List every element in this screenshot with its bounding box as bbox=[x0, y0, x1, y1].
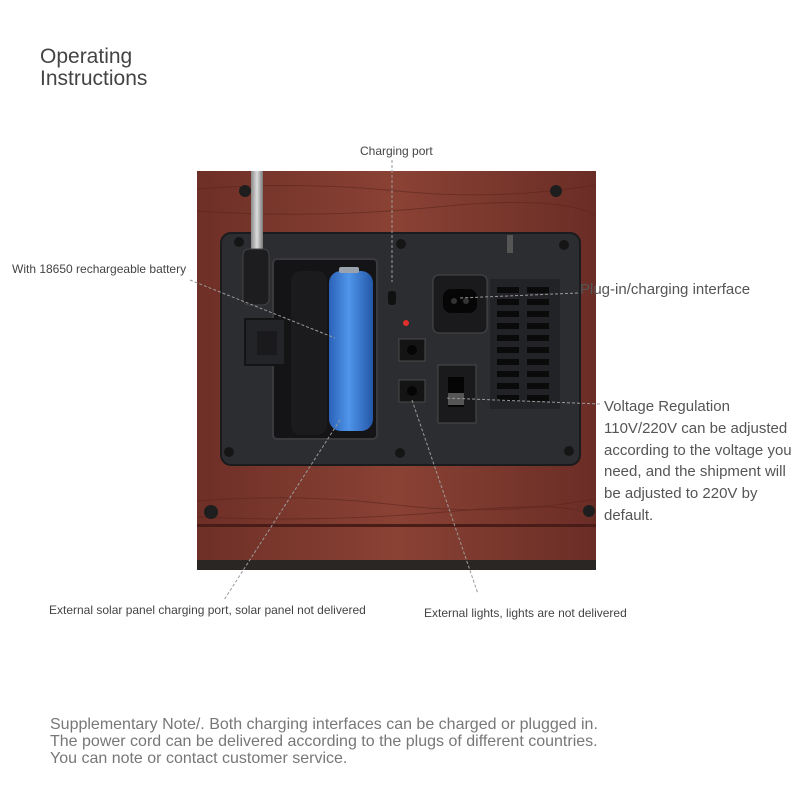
solar-port-label: External solar panel charging port, solar panel not delivered bbox=[49, 603, 366, 617]
plug-in-interface-label: Plug-in/charging interface bbox=[580, 281, 751, 298]
voltage-regulation-label: Voltage Regulation 110V/220V can be adjusted according to the voltage you need, and the shipment will be adjusted to 220V by default. bbox=[604, 398, 792, 524]
charging-port-label: Charging port bbox=[360, 144, 433, 158]
external-lights-label: External lights, lights are not delivered bbox=[424, 606, 627, 620]
page-title: Operating Instructions bbox=[40, 45, 148, 90]
supplementary-note: Supplementary Note/. Both charging interfaces can be charged or plugged in. The power cord can be delivered according to the plugs of different countries. You can note or contact customer service. bbox=[50, 716, 598, 767]
battery-label: With 18650 rechargeable battery bbox=[12, 262, 187, 276]
device-photo bbox=[197, 171, 596, 570]
